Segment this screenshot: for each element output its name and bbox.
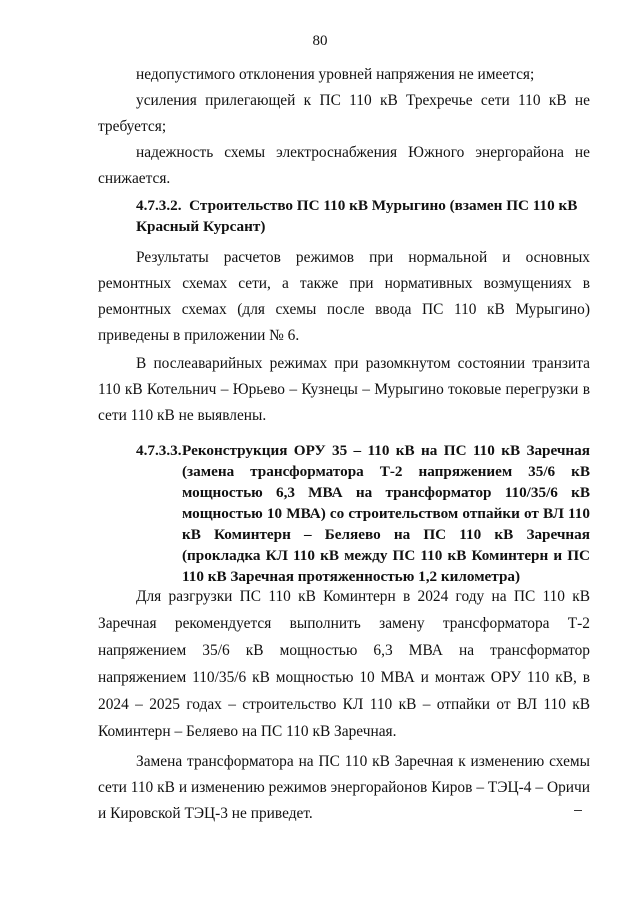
section-title: Реконструкция ОРУ 35 – 110 кВ на ПС 110 кВ Заречная (замена трансформатора Т-2 напряжением 35/6 кВ мощностью 6,3 МВА на трансформатор 110/35/6 кВ мощностью 10 МВА) со строительством отпайки от ВЛ 110 кВ Коминтерн – Беляево на ПС 110 кВ Заречная (прокладка КЛ 110 кВ между ПС 110 кВ Коминтерн и ПС 110 кВ Заречная протяженностью 1,2 километра) xyxy=(182,442,590,585)
paragraph-voltage-deviation: недопустимого отклонения уровней напряжения не имеется; xyxy=(136,66,535,83)
section-title: Строительство ПС 110 кВ Мурыгино (взамен ПС 110 кВ Красный Курсант) xyxy=(136,197,578,235)
paragraph-calculation-results: Результаты расчетов режимов при нормальной и основных ремонтных схемах сети, а также при нормативных возмущениях в ремонтных схемах (для схемы после ввода ПС 110 кВ Мурыгино) приведены в приложении № 6. xyxy=(98,249,590,344)
section-heading-4-7-3-2 xyxy=(136,195,590,237)
section-number: 4.7.3.2. xyxy=(136,197,182,214)
scan-mark xyxy=(574,810,582,811)
section-heading-4-7-3-3 xyxy=(136,440,590,587)
paragraph-block-3 xyxy=(98,583,590,827)
paragraph-block-1 xyxy=(98,62,590,192)
paragraph-block-2 xyxy=(98,245,590,429)
section-number: 4.7.3.3. xyxy=(136,442,182,459)
paragraph-trekhreche: усиления прилегающей к ПС 110 кВ Трехречье сети 110 кВ не требуется; xyxy=(98,92,590,135)
page-number: 80 xyxy=(312,33,328,49)
paragraph-post-emergency: В послеаварийных режимах при разомкнутом состоянии транзита 110 кВ Котельнич – Юрьево – Кузнецы – Мурыгино токовые перегрузки в сети 110 кВ не выявлены. xyxy=(98,355,590,424)
paragraph-replacement: Замена трансформатора на ПС 110 кВ Заречная к изменению схемы сети 110 кВ и изменению режимов энергорайонов Киров – ТЭЦ-4 – Оричи и Кировской ТЭЦ-3 не приведет. xyxy=(98,753,590,822)
paragraph-unloading: Для разгрузки ПС 110 кВ Коминтерн в 2024 году на ПС 110 кВ Заречная рекомендуется выполнить замену трансформатора Т-2 напряжением 35/6 кВ мощностью 6,3 МВА на трансформатор напряжением 110/35/6 кВ мощностью 10 МВА и монтаж ОРУ 110 кВ, в 2024 – 2025 годах – строительство КЛ 110 кВ – отпайки от ВЛ 110 кВ Коминтерн – Беляево на ПС 110 кВ Заречная. xyxy=(98,588,590,740)
paragraph-reliability: надежность схемы электроснабжения Южного энергорайона не снижается. xyxy=(98,144,590,187)
